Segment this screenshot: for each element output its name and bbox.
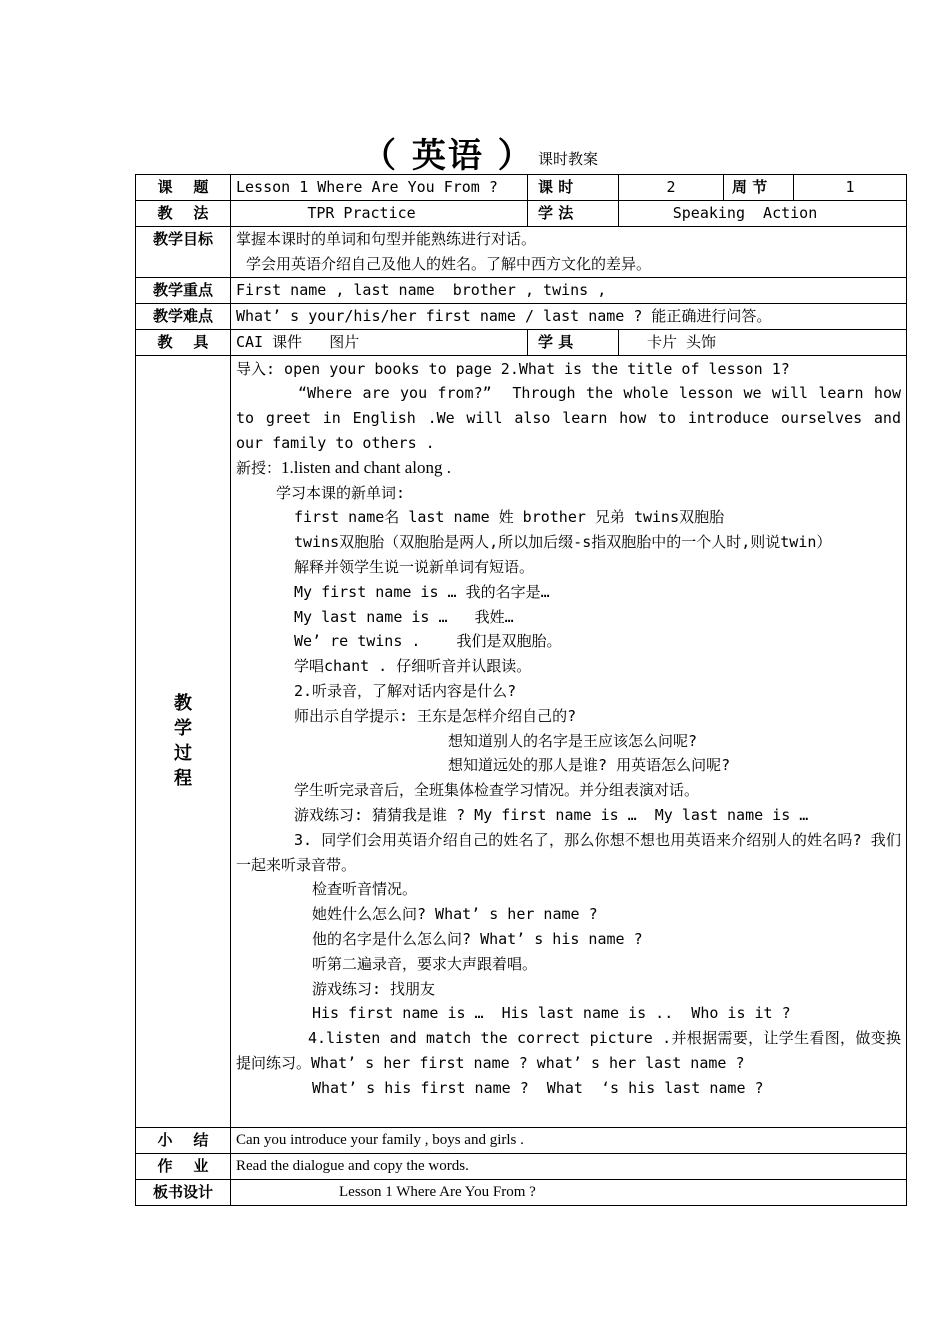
process-line-text: 1.listen and chant along . <box>281 457 451 477</box>
subject-title: （ 英语 ） <box>362 136 534 176</box>
process-line: His first name is … His last name is .. Who is it ? <box>312 1004 791 1023</box>
learn-aids-value: 卡片 头饰 <box>619 329 907 355</box>
process-label-char: 教 <box>174 693 192 715</box>
periods-label: 课 时 <box>528 175 619 201</box>
learn-method-value: Speaking Action <box>619 201 907 227</box>
process-line: 听第二遍录音，要求大声跟着唱。 <box>312 954 538 973</box>
process-line: 学唱chant . 仔细听音并认跟读。 <box>294 657 532 676</box>
process-line: 2.听录音，了解对话内容是什么? <box>294 681 517 700</box>
process-label-char: 过 <box>174 743 192 765</box>
process-line <box>236 456 901 481</box>
periods-value: 2 <box>619 175 724 201</box>
process-line: My first name is … 我的名字是… <box>294 582 550 601</box>
homework-label: 作 业 <box>136 1153 231 1179</box>
summary-value: Can you introduce your family , boys and girls . <box>231 1127 907 1153</box>
process-line: 游戏练习: 找朋友 <box>312 979 436 998</box>
process-line: 想知道远处的那人是谁? 用英语怎么问呢? <box>448 756 731 775</box>
process-line: 他的名字是什么怎么问? What’ s his name ? <box>312 929 643 948</box>
process-line: 4.listen and match the correct picture .并根据需要，让学生看图，做变换提问练习。What’ s her first name ? what’ s her last name ? <box>236 1029 901 1072</box>
process-line: My last name is … 我姓… <box>294 607 514 626</box>
row-aids <box>136 329 907 355</box>
process-line-label: 新授： <box>236 458 282 477</box>
process-line: We’ re twins . 我们是双胞胎。 <box>294 632 562 651</box>
row-process <box>136 355 907 1127</box>
difficulties-label: 教学难点 <box>136 303 231 329</box>
aids-label: 教 具 <box>136 329 231 355</box>
process-line: 导入: open your books to page 2.What is the title of lesson 1? <box>236 359 790 378</box>
learn-aids-label: 学 具 <box>528 329 619 355</box>
board-design-value: Lesson 1 Where Are You From ? <box>231 1179 907 1205</box>
lesson-plan-table <box>135 174 911 1206</box>
goal-line: 掌握本课时的单词和句型并能熟练进行对话。 <box>236 230 537 248</box>
process-line: 学习本课的新单词: <box>276 483 406 502</box>
goal-line: 学会用英语介绍自己及他人的姓名。了解中西方文化的差异。 <box>246 254 652 273</box>
process-line: 学生听完录音后，全班集体检查学习情况。并分组表演对话。 <box>294 781 700 800</box>
board-design-label: 板书设计 <box>136 1179 231 1205</box>
row-key-points <box>136 277 907 303</box>
process-line: 解释并领学生说一说新单词有短语。 <box>294 557 535 576</box>
process-line: 她姓什么怎么问? What’ s her name ? <box>312 905 598 924</box>
topic-value: Lesson 1 Where Are You From ? <box>231 175 528 201</box>
summary-label: 小 结 <box>136 1127 231 1153</box>
process-line: “Where are you from?” Through the whole lesson we will learn how to greet in English .We will also learn how to introduce ourselves and our family to others . <box>236 384 911 452</box>
homework-value: Read the dialogue and copy the words. <box>231 1153 907 1179</box>
week-value: 1 <box>794 175 907 201</box>
process-line: 师出示自学提示: 王东是怎样介绍自己的? <box>294 706 577 725</box>
difficulties-value: What’ s your/his/her first name / last name ? 能正确进行问答。 <box>231 303 907 329</box>
row-methods <box>136 201 907 227</box>
row-goals <box>136 227 907 278</box>
row-summary <box>136 1127 907 1153</box>
goals-label: 教学目标 <box>136 227 231 278</box>
document-header <box>0 128 950 176</box>
process-line: first name名 last name 姓 brother 兄弟 twins双胞胎 <box>294 508 725 527</box>
goals-cell <box>231 227 907 278</box>
row-board-design <box>136 1179 907 1205</box>
process-label-char: 程 <box>174 768 192 790</box>
process-label <box>136 355 231 1127</box>
process-line: 检查听音情况。 <box>312 880 418 899</box>
topic-label: 课 题 <box>136 175 231 201</box>
teach-method-label: 教 法 <box>136 201 231 227</box>
process-line: 想知道别人的名字是王应该怎么问呢? <box>448 731 698 750</box>
aids-value: CAI 课件 图片 <box>231 329 528 355</box>
key-points-value: First name , last name brother , twins , <box>231 277 907 303</box>
row-homework <box>136 1153 907 1179</box>
document-subtitle: 课时教案 <box>538 150 599 168</box>
process-line: twins双胞胎（双胞胎是两人,所以加后缀-s指双胞胎中的一个人时,则说twin） <box>294 533 832 552</box>
process-line: What’ s his first name ? What ‘s his last name ? <box>312 1078 764 1097</box>
process-line: 游戏练习: 猜猜我是谁 ? My first name is … My last name is … <box>294 805 809 824</box>
teach-method-value: TPR Practice <box>231 201 528 227</box>
row-topic <box>136 175 907 201</box>
key-points-label: 教学重点 <box>136 277 231 303</box>
process-content <box>231 355 911 1127</box>
learn-method-label: 学 法 <box>528 201 619 227</box>
process-label-char: 学 <box>174 718 192 740</box>
process-line: 3. 同学们会用英语介绍自己的姓名了，那么你想不想也用英语来介绍别人的姓名吗? 我们一起来听录音带。 <box>236 830 901 874</box>
row-difficulties <box>136 303 907 329</box>
week-label: 周 节 <box>724 175 794 201</box>
